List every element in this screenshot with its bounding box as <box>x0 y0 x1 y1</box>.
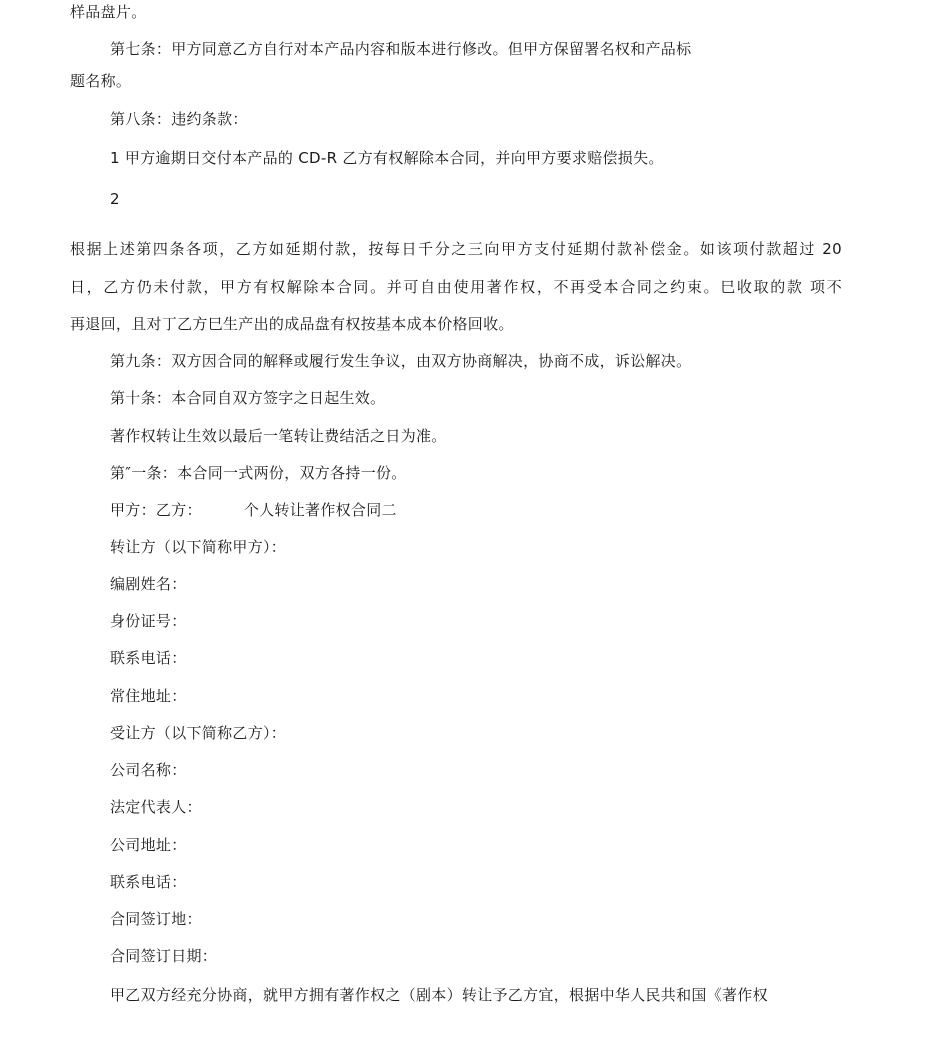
field-label: 联系电话： <box>110 873 187 891</box>
transferor-heading: 转让方（以下简称甲方）： <box>110 538 287 556</box>
clause-8-item-1: 1 甲方逾期日交付本产品的 CD-R 乙方有权解除本合同，并向甲方要求赔偿损失。 <box>110 149 664 167</box>
clause-9: 第九条：双方因合同的解释或履行发生争议，由双方协商解决，协商不成，诉讼解决。 <box>110 352 692 370</box>
paragraph-line: 日，乙方仍未付款，甲方有权解除本合同。并可自由使用著作权，不再受本合同之约束。巳收取的款 项不 <box>70 278 842 296</box>
field-label: 公司地址： <box>110 836 187 854</box>
text-line: 著作权转让生效以最后一笔转让费结活之日为准。 <box>110 427 447 445</box>
clause-7-continuation: 题名称。 <box>70 72 132 90</box>
field-label: 法定代表人： <box>110 798 202 816</box>
clause-7: 第七条：甲方同意乙方自行对本产品内容和版本进行修改。但甲方保留署名权和产品标 <box>110 40 692 58</box>
field-label: 公司名称： <box>110 761 187 779</box>
field-label: 联系电话： <box>110 649 187 667</box>
field-label: 合同签订日期： <box>110 947 218 965</box>
clause-8-item-2: 2 <box>110 190 120 208</box>
paragraph-line: 再退回，且对丁乙方巳生产出的成品盘有权按基本成本价格回收。 <box>70 315 514 333</box>
paragraph-line: 根据上述第四条各项，乙方如延期付款，按每日千分之三向甲方支付延期付款补偿金。如该项付款超过 20 <box>70 240 842 258</box>
signature-parties: 甲方：乙方： <box>110 501 202 519</box>
signature-line <box>110 500 397 520</box>
clause-8-heading: 第八条：违约条款： <box>110 110 248 128</box>
clause-10: 第十条：本合同自双方签字之日起生效。 <box>110 389 386 407</box>
field-label: 合同签订地： <box>110 910 202 928</box>
clause-11: 第″一条：本合同一式两份，双方各持一份。 <box>110 464 407 482</box>
contract-title: 个人转让著作权合同二 <box>243 501 397 519</box>
field-label: 身份证号： <box>110 612 187 630</box>
text-line: 样品盘片。 <box>70 3 147 21</box>
field-label: 编剧姓名： <box>110 575 187 593</box>
transferee-heading: 受让方（以下简称乙方）： <box>110 724 287 742</box>
paragraph-line: 甲乙双方经充分协商，就甲方拥有著作权之（剧本）转让予乙方宜，根据中华人民共和国《著作权 <box>110 986 768 1004</box>
field-label: 常住地址： <box>110 687 187 705</box>
